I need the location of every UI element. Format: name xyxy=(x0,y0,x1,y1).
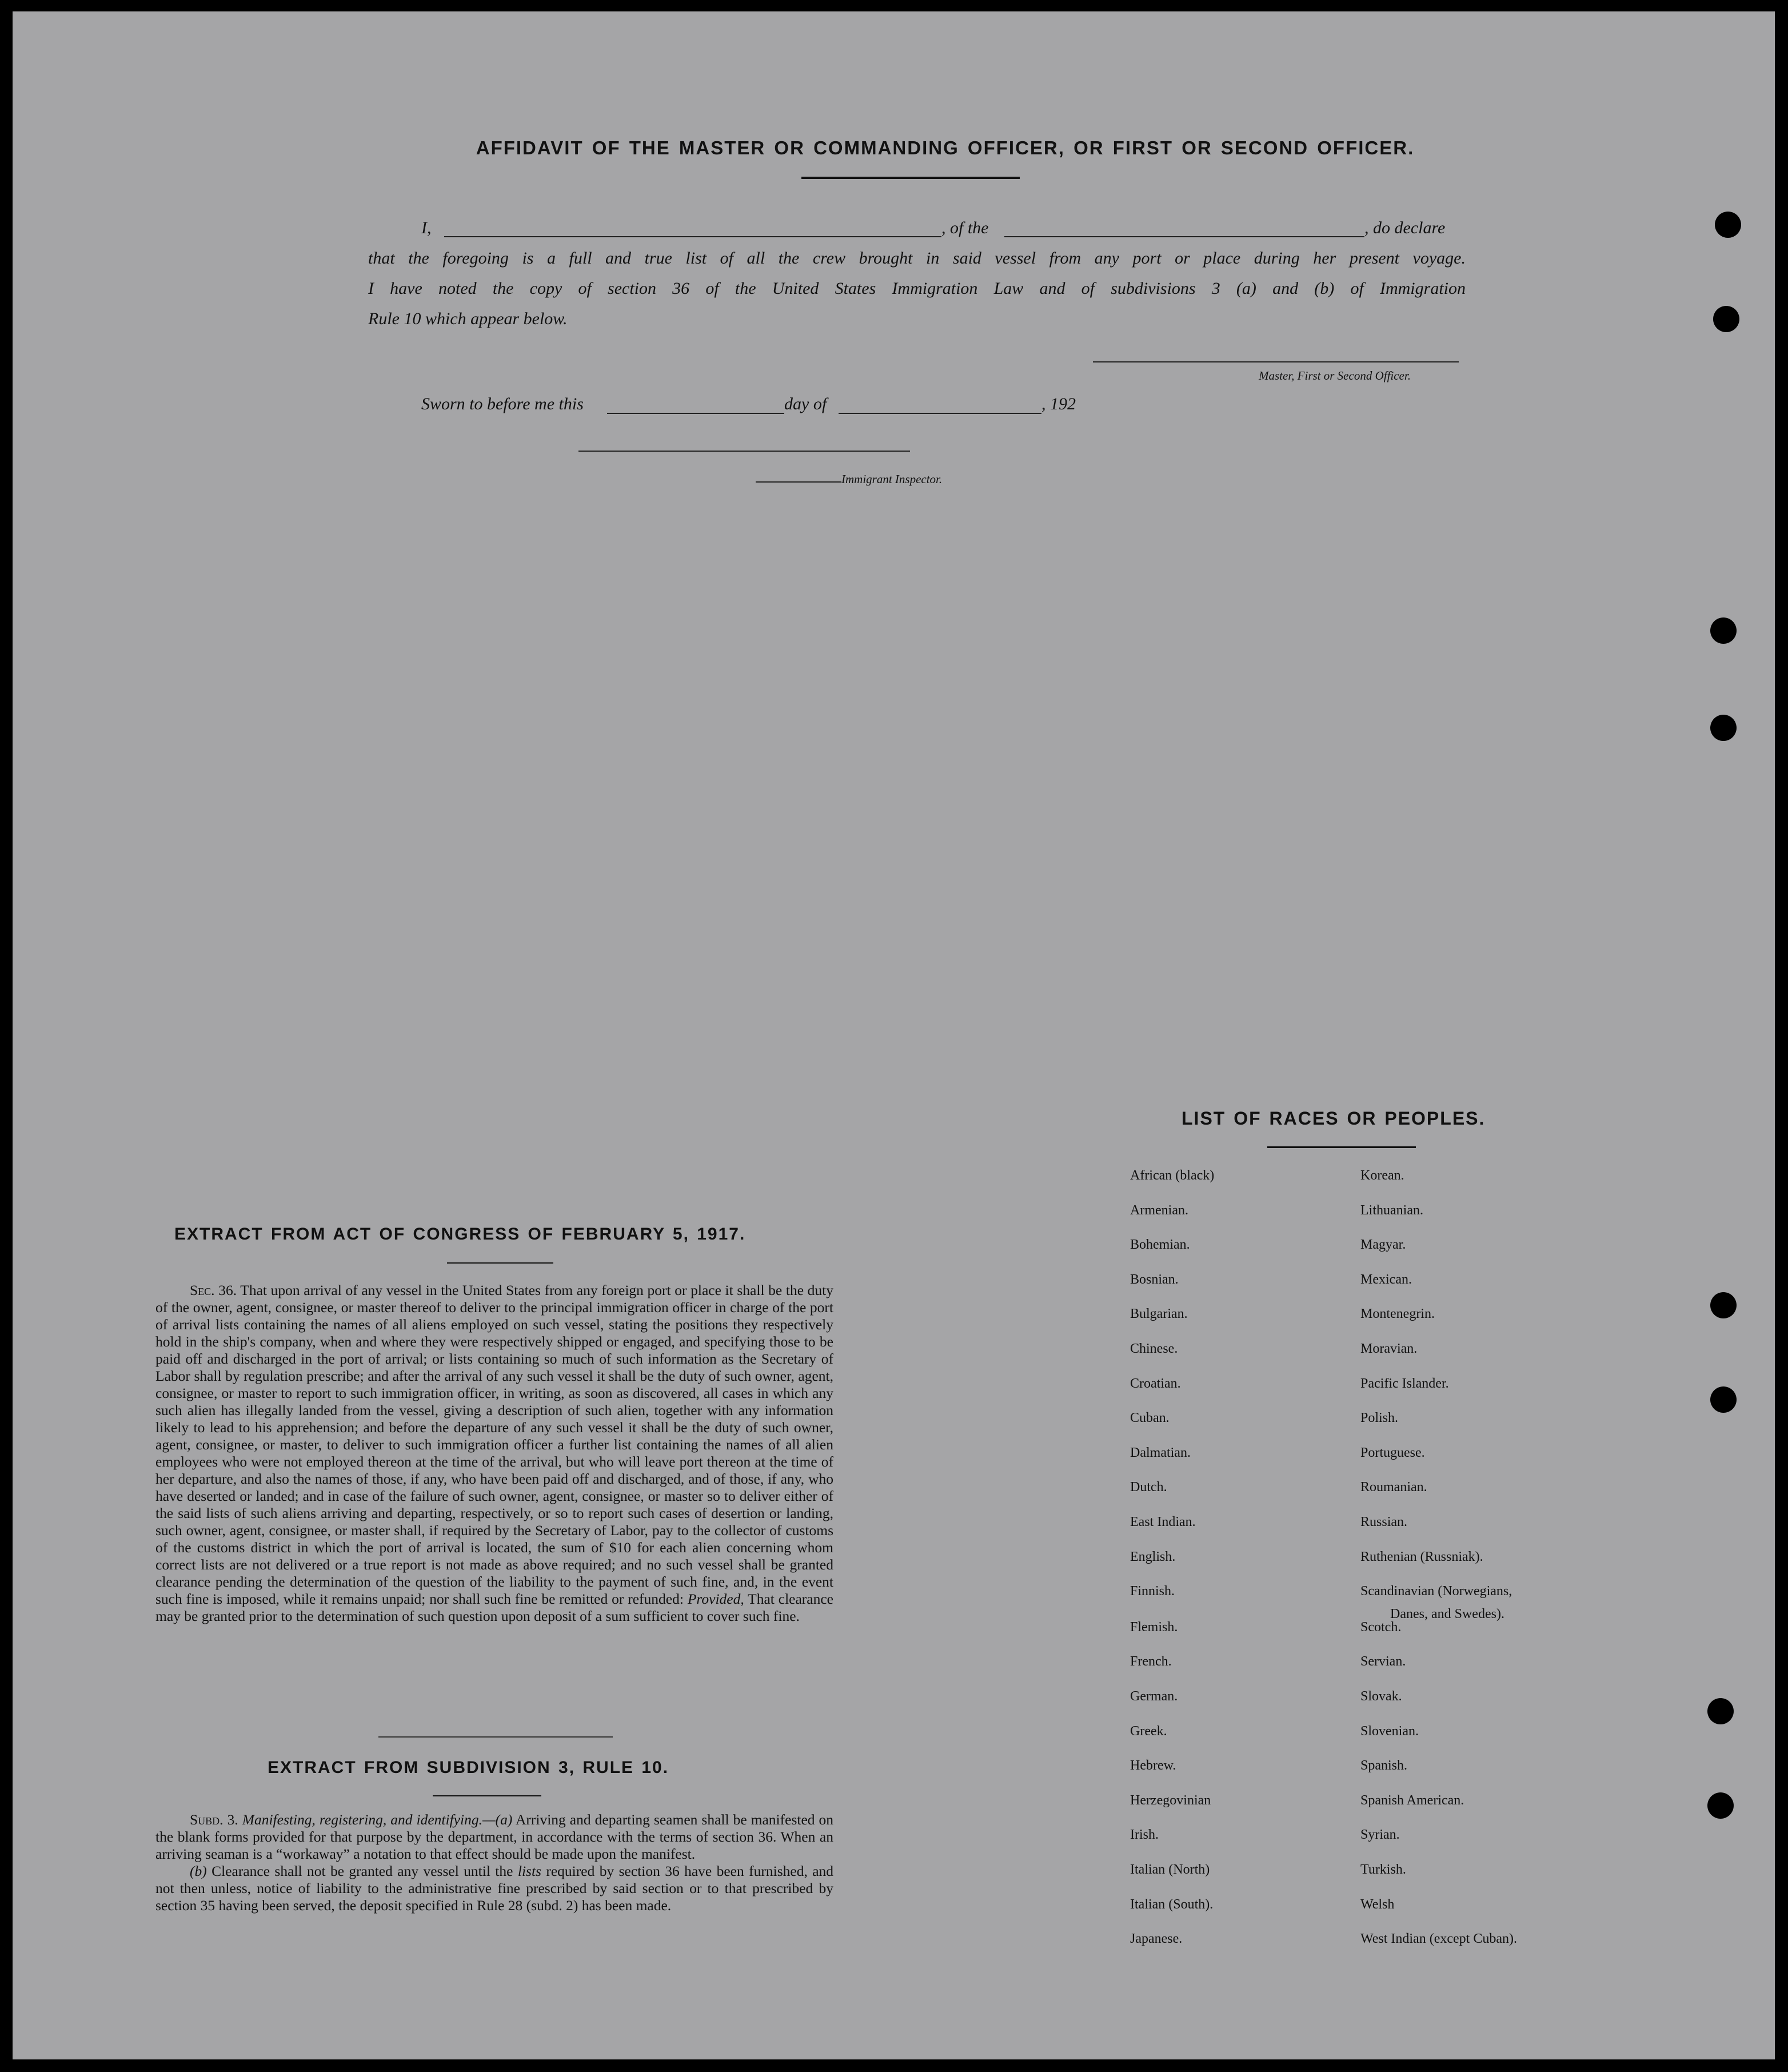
race-item: Finnish. xyxy=(1130,1584,1175,1599)
race-item: Bohemian. xyxy=(1130,1237,1190,1252)
race-item: German. xyxy=(1130,1689,1178,1704)
extract-rule-body xyxy=(155,1811,833,1914)
affidavit-of-the: , of the xyxy=(941,218,989,237)
race-item: Scotch. xyxy=(1360,1620,1402,1635)
sworn-month-blank[interactable] xyxy=(839,413,1041,414)
race-item: Scandinavian (Norwegians, xyxy=(1360,1584,1512,1599)
race-item: Welsh xyxy=(1360,1897,1395,1912)
race-item: Irish. xyxy=(1130,1827,1159,1842)
race-item: Korean. xyxy=(1360,1168,1404,1183)
inspector-label: Immigrant Inspector. xyxy=(841,472,943,486)
sec-36-label: Sec. 36. xyxy=(190,1282,237,1298)
race-item: Herzegovinian xyxy=(1130,1793,1211,1808)
inspector-short-line xyxy=(756,481,841,483)
race-item: Moravian. xyxy=(1360,1341,1418,1356)
sworn-year: , 192 xyxy=(1041,395,1076,413)
binder-hole xyxy=(1710,715,1737,741)
binder-hole xyxy=(1713,306,1739,332)
race-item: Pacific Islander. xyxy=(1360,1376,1449,1391)
race-item: East Indian. xyxy=(1130,1515,1196,1529)
race-item: Russian. xyxy=(1360,1515,1408,1529)
race-item: Spanish American. xyxy=(1360,1793,1464,1808)
sworn-day-of: day of xyxy=(784,395,827,413)
race-item: Armenian. xyxy=(1130,1203,1188,1218)
race-item: Spanish. xyxy=(1360,1758,1408,1773)
binder-hole xyxy=(1710,1292,1737,1318)
extract-rule-divider xyxy=(433,1795,541,1796)
rank-blank[interactable] xyxy=(1004,236,1364,237)
race-item: Hebrew. xyxy=(1130,1758,1176,1773)
race-item: Greek. xyxy=(1130,1724,1167,1739)
subd-label: Subd. 3. xyxy=(190,1811,238,1828)
race-item: Croatian. xyxy=(1130,1376,1181,1391)
extract-rule-title: EXTRACT FROM SUBDIVISION 3, RULE 10. xyxy=(268,1758,669,1777)
race-item: Roumanian. xyxy=(1360,1480,1427,1495)
race-item: Dutch. xyxy=(1130,1480,1167,1495)
para-b-label: (b) xyxy=(190,1863,207,1879)
race-item: Japanese. xyxy=(1130,1931,1183,1946)
race-item: French. xyxy=(1130,1654,1172,1669)
race-item: Bosnian. xyxy=(1130,1272,1179,1287)
sec-36-text-end: That clearance may be granted prior to the determination of such question upon deposit of a sum sufficient to cover such fine. xyxy=(155,1591,834,1624)
race-item: English. xyxy=(1130,1549,1176,1564)
subd-heading: Manifesting, registering, and identifying.—(a) xyxy=(242,1811,513,1828)
race-item: Slovenian. xyxy=(1360,1724,1419,1739)
race-item: Flemish. xyxy=(1130,1620,1178,1635)
race-item: Bulgarian. xyxy=(1130,1306,1188,1321)
race-item: Ruthenian (Russniak). xyxy=(1360,1549,1483,1564)
affidavit-line-3: I have noted the copy of section 36 of the United States Immigration Law and of subdivisions 3 (a) and (b) of Immigration xyxy=(368,279,1466,298)
para-b-1: Clearance shall not be granted any vessel until the xyxy=(211,1863,513,1879)
para-b-2: required by section 36 have been furnished, and not then unless, notice of liability to the administrative fine prescribed by said section or to that prescribed by section 35 having been served, the deposit specified in Rule 28 (subd. 2) has been made. xyxy=(155,1863,834,1914)
affidavit-title: AFFIDAVIT OF THE MASTER OR COMMANDING OFFICER, OR FIRST OR SECOND OFFICER. xyxy=(476,137,1415,158)
sec-36-text: That upon arrival of any vessel in the United States from any foreign port or place it shall be the duty of the owner, agent, consignee, or master thereof to deliver to the principal immigration officer in charge of the port of arrival lists containing the names of all aliens employed on such vessel, stating the positions they respectively hold in the ship's company, when and where they were respectively shipped or engaged, and specifying those to be paid off and discharged in the port of arrival; or lists containing so much of such information as the Secretary of Labor shall by regulation prescribe; and after the arrival of any such vessel it shall be the duty of such owner, agent, consignee, or master to report to such immigration officer, in writing, as soon as discovered, all cases in which any such alien has illegally landed from the vessel, giving a description of such alien, together with any information likely to lead to his apprehension; and before the departure of any such vessel it shall be the duty of such owner, agent, consignee, or master, to deliver to such immigration officer a further list containing the names of all alien employees who were not employed thereon at the time of the arrival, but who will leave port thereon at the time of her departure, and also the names of those, if any, who have been paid off and discharged, and of those, if any, who have deserted or landed; and in case of the failure of such owner, agent, consignee, or master so to deliver either of the said lists of such aliens arriving and departing, respectively, or so to report such cases of desertion or landing, such owner, agent, consignee, or master shall, if required by the Secretary of Labor, pay to the collector of customs of the customs district in which the port of arrival is located, the sum of $10 for each alien concerning whom correct lists are not delivered or a true report is not made as above required; and no such vessel shall be granted clearance pending the determination of the question of the liability to the payment of such fine, and, in the event such fine is imposed, while it remains unpaid; nor shall such fine be remitted or refunded: xyxy=(155,1282,833,1607)
race-item: Mexican. xyxy=(1360,1272,1412,1287)
race-item: Cuban. xyxy=(1130,1410,1170,1425)
races-title: LIST OF RACES OR PEOPLES. xyxy=(1182,1108,1486,1129)
extract-act-body xyxy=(155,1282,833,1625)
affidavit-i: I, xyxy=(421,218,432,237)
race-item: Turkish. xyxy=(1360,1862,1406,1877)
race-item: Syrian. xyxy=(1360,1827,1400,1842)
master-signature-line[interactable] xyxy=(1093,361,1459,362)
race-item: Dalmatian. xyxy=(1130,1445,1191,1460)
race-item: Italian (South). xyxy=(1130,1897,1214,1912)
race-item: Servian. xyxy=(1360,1654,1406,1669)
race-item: Portuguese. xyxy=(1360,1445,1425,1460)
affidavit-line-4: Rule 10 which appear below. xyxy=(368,309,568,328)
master-label: Master, First or Second Officer. xyxy=(1259,369,1411,382)
inspector-signature-line[interactable] xyxy=(578,451,910,452)
binder-hole xyxy=(1710,1386,1737,1413)
extract-act-title: EXTRACT FROM ACT OF CONGRESS OF FEBRUARY 5, 1917. xyxy=(174,1225,746,1244)
affidavit-do-declare: , do declare xyxy=(1364,218,1446,237)
race-item: West Indian (except Cuban). xyxy=(1360,1931,1517,1946)
section-divider xyxy=(378,1736,613,1738)
sworn-prefix: Sworn to before me this xyxy=(421,395,584,413)
race-item-continuation: Danes, and Swedes). xyxy=(1390,1607,1504,1621)
provided-word: Provided, xyxy=(687,1591,744,1607)
binder-hole xyxy=(1710,617,1737,644)
sworn-day-blank[interactable] xyxy=(607,413,784,414)
race-item: Montenegrin. xyxy=(1360,1306,1435,1321)
race-item: Italian (North) xyxy=(1130,1862,1210,1877)
binder-hole xyxy=(1707,1792,1734,1819)
form-page xyxy=(13,11,1775,2059)
name-blank[interactable] xyxy=(444,236,941,237)
title-divider xyxy=(801,177,1020,179)
races-divider xyxy=(1267,1146,1416,1148)
race-item: Slovak. xyxy=(1360,1689,1402,1704)
race-item: Magyar. xyxy=(1360,1237,1406,1252)
binder-hole xyxy=(1707,1698,1734,1724)
extract-act-divider xyxy=(447,1262,553,1264)
race-item: Lithuanian. xyxy=(1360,1203,1423,1218)
race-item: African (black) xyxy=(1130,1168,1215,1183)
race-item: Chinese. xyxy=(1130,1341,1178,1356)
binder-hole xyxy=(1715,212,1741,238)
subd-para-a: Arriving and departing seamen shall be manifested on the blank forms provided for that purpose by the department, in accordance with the terms of section 36. When an arriving seaman is a “workaway” a notation to that effect should be made upon the manifest. xyxy=(155,1811,834,1862)
affidavit-line-2: that the foregoing is a full and true list of all the crew brought in said vessel from any port or place during her present voyage. xyxy=(368,249,1466,268)
race-item: Polish. xyxy=(1360,1410,1399,1425)
para-b-lists: lists xyxy=(517,1863,541,1879)
